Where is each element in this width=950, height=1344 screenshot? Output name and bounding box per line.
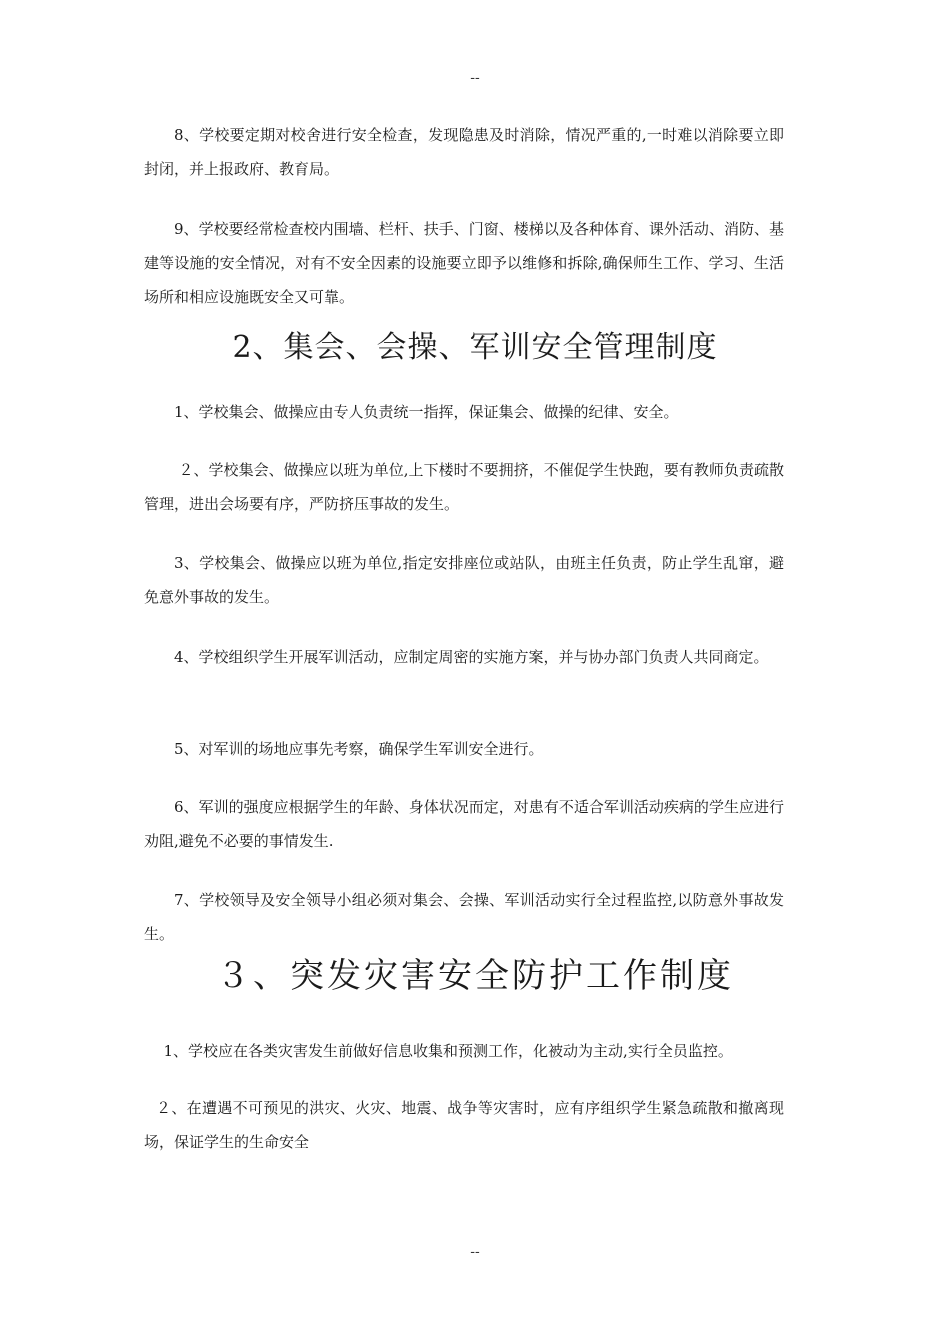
paragraph-item-4: 4、学校组织学生开展军训活动，应制定周密的实施方案，并与协办部门负责人共同商定。 [174, 648, 769, 666]
section-heading-assembly-safety: 2、集会、会操、军训安全管理制度 [232, 330, 718, 365]
paragraph-item-2: ２、学校集会、做操应以班为单位,上下楼时不要拥挤，不催促学生快跑，要有教师负责疏散管理，进出会场要有序，严防挤压事故的发生。 [144, 461, 784, 513]
paragraph-item-3: 3、学校集会、做操应以班为单位,指定安排座位或站队，由班主任负责，防止学生乱窜，避免意外事故的发生。 [144, 554, 784, 606]
paragraph-item-5: 5、对军训的场地应事先考察，确保学生军训安全进行。 [174, 740, 544, 758]
paragraph-disaster-item-2: ２、在遭遇不可预见的洪灾、火灾、地震、战争等灾害时，应有序组织学生紧急疏散和撤离现场，保证学生的生命安全 [144, 1099, 784, 1151]
paragraph-item-1: 1、学校集会、做操应由专人负责统一指挥，保证集会、做操的纪律、安全。 [174, 403, 679, 421]
page-marker-top: -- [470, 70, 480, 86]
section-heading-disaster-protection: ３、突发灾害安全防护工作制度 [216, 956, 734, 996]
paragraph-item-9: 9、学校要经常检查校内围墙、栏杆、扶手、门窗、楼梯以及各种体育、课外活动、消防、基建等设施的安全情况，对有不安全因素的设施要立即予以维修和拆除,确保师生工作、学习、生活场所和相应设施既安全又可靠。 [144, 220, 784, 306]
page-marker-bottom: -- [470, 1244, 480, 1260]
paragraph-item-8: 8、学校要定期对校舍进行安全检查，发现隐患及时消除，情况严重的,一时难以消除要立即封闭，并上报政府、教育局。 [144, 126, 784, 178]
paragraph-item-6: 6、军训的强度应根据学生的年龄、身体状况而定，对患有不适合军训活动疾病的学生应进行劝阻,避免不必要的事情发生. [144, 798, 784, 850]
paragraph-item-7: 7、学校领导及安全领导小组必须对集会、会操、军训活动实行全过程监控,以防意外事故发生。 [144, 891, 784, 943]
paragraph-disaster-item-1: 1、学校应在各类灾害发生前做好信息收集和预测工作，化被动为主动,实行全员监控。 [163, 1042, 733, 1060]
